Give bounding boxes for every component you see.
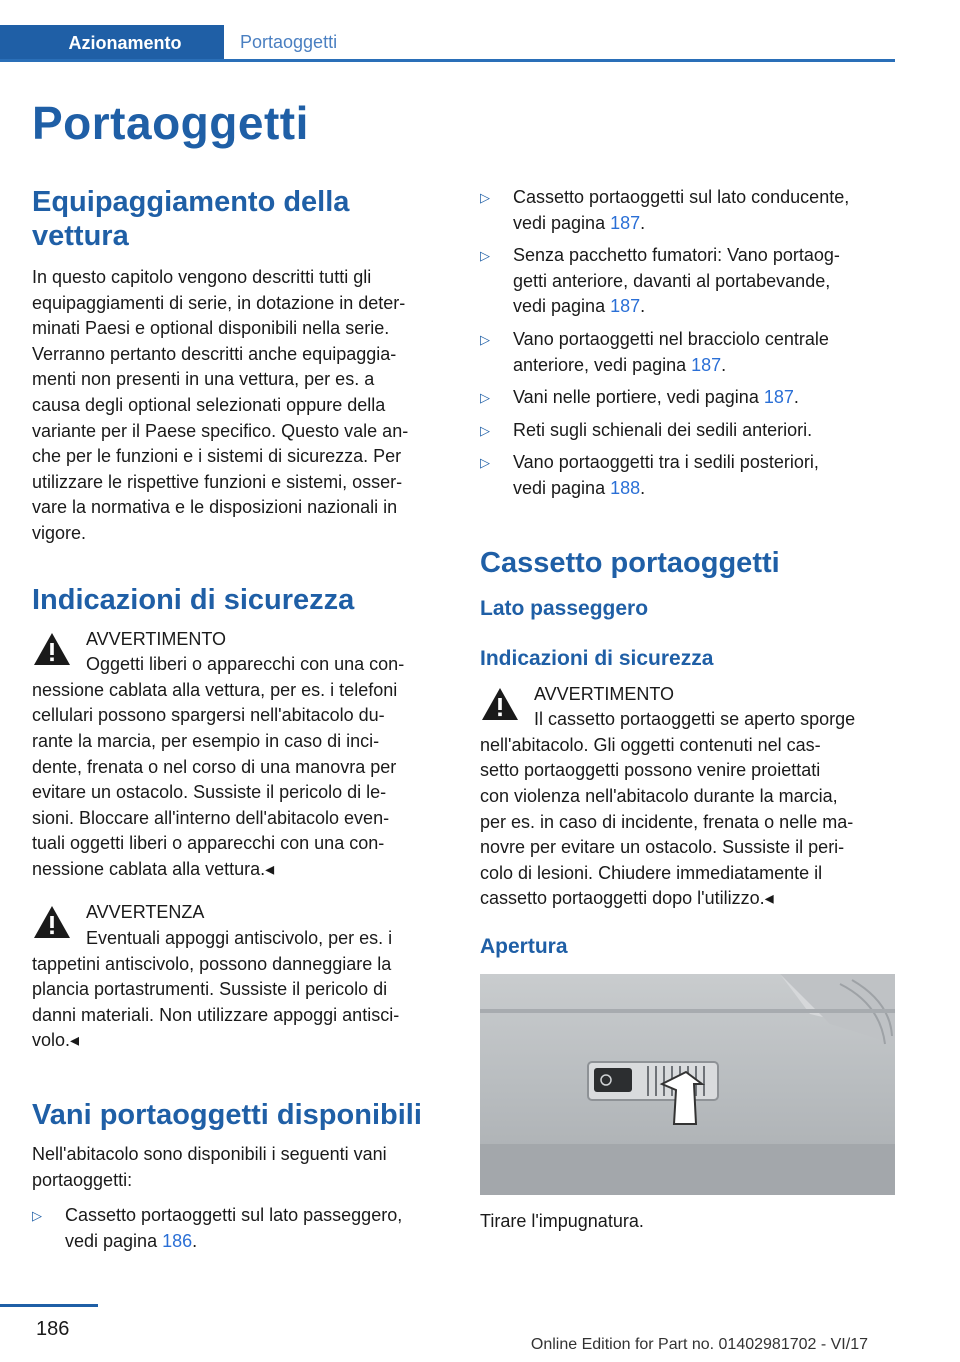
list-item: ▷ Cassetto portaoggetti sul lato passeggero, vedi pagina 186.: [32, 1205, 403, 1251]
text-line: In questo capitolo vengono descritti tutti gli: [32, 267, 372, 287]
text-line: nessione cablata alla vettura, per es. i telefoni: [32, 679, 398, 700]
text-line: variante per il Paese specifico. Questo vale an‐: [32, 420, 409, 441]
text-line: minati Paesi e optional disponibili nella serie.: [32, 318, 390, 339]
text-line: cellulari possono spargersi nell'abitacolo du‐: [32, 705, 385, 726]
notice-title: AVVERTENZA: [86, 902, 205, 923]
page-number: 186: [36, 1318, 70, 1340]
warning-first-line: Il cassetto portaoggetti se aperto sporge: [534, 709, 856, 730]
text-line: nessione cablata alla vettura.◂: [32, 858, 275, 879]
warning-icon: [480, 686, 520, 722]
text-line: menti non presenti in una vettura, per es. a: [32, 369, 375, 390]
chapter-title: Portaoggetti: [32, 97, 309, 149]
glovebox-illustration: [480, 974, 895, 1195]
bullet-arrow-icon: ▷: [480, 248, 490, 264]
page-link[interactable]: 187: [610, 212, 641, 233]
text-line: portaoggetti:: [32, 1169, 133, 1190]
list-item: ▷ Vano portaoggetti nel bracciolo centrale anteriore, vedi pagina 187.: [480, 328, 829, 375]
text-line: rante la marcia, per esempio in caso di inci‐: [32, 730, 380, 751]
text-line: sioni. Bloccare all'interno dell'abitacolo even‐: [32, 807, 390, 828]
storage-list-continued: [480, 185, 895, 502]
heading-sicurezza-sub: Indicazioni di sicurezza: [480, 646, 714, 670]
heading-cassetto: Cassetto portaoggetti: [480, 546, 780, 579]
text-line: causa degli optional selezionati oppure della: [32, 394, 386, 415]
list-item: ▷ Reti sugli schienali dei sedili anteriori.: [480, 418, 895, 444]
list-item: ▷ Vani nelle portiere, vedi pagina 187.: [480, 385, 895, 411]
text-line: plancia portastrumenti. Sussiste il pericolo di: [32, 979, 388, 1000]
text-line: Nell'abitacolo sono disponibili i seguenti vani: [32, 1144, 387, 1165]
figure-caption: Tirare l'impugnatura.: [480, 1210, 644, 1231]
bullet-arrow-icon: ▷: [480, 331, 490, 347]
heading-equipaggiamento: Equipaggiamento della vettura: [32, 186, 350, 252]
storage-list: [32, 1203, 447, 1254]
bullet-arrow-icon: ▷: [32, 1208, 42, 1224]
notice-block: [32, 900, 447, 1054]
bullet-arrow-icon: ▷: [480, 190, 490, 205]
text-line: colo di lesioni. Chiudere immediatamente il: [480, 862, 823, 883]
text-line: setto portaoggetti possono venire proiettati: [480, 760, 821, 781]
warning-block: [480, 682, 895, 912]
text-line: nell'abitacolo. Gli oggetti contenuti nel cas‐: [480, 734, 821, 755]
warning-first-line: Oggetti liberi o apparecchi con una con‐: [86, 654, 405, 675]
right-column: [480, 185, 895, 1234]
page-link[interactable]: 187: [763, 387, 794, 408]
text-line: dente, frenata o nel corso di una manovra per: [32, 756, 397, 777]
text-line: tuali oggetti liberi o apparecchi con una con‐: [32, 833, 385, 854]
left-column: [32, 185, 447, 1254]
page-link[interactable]: 188: [610, 477, 641, 498]
text-line: vare la normativa e le disposizioni nazionali in: [32, 497, 398, 518]
text-line: danni materiali. Non utilizzare appoggi antisci‐: [32, 1004, 400, 1025]
list-item: ▷ Vano portaoggetti tra i sedili posteriori, vedi pagina 188.: [480, 452, 819, 498]
edition-note: Online Edition for Part no. 01402981702 - VI/17: [530, 1336, 868, 1353]
text-line: cassetto portaoggetti dopo l'utilizzo.◂: [480, 888, 774, 909]
text-line: con violenza nell'abitacolo durante la marcia,: [480, 785, 838, 806]
heading-vani: Vani portaoggetti disponibili: [32, 1099, 422, 1132]
glovebox-image: [480, 974, 895, 1195]
text-line: volo.◂: [32, 1030, 80, 1051]
heading-apertura: Apertura: [480, 934, 568, 958]
list-item: ▷ Senza pacchetto fumatori: Vano portaog‐ getti anteriore, davanti al portabevande, vedi pagina 187.: [480, 245, 840, 317]
heading-lato-passeggero: Lato passeggero: [480, 596, 649, 620]
page-link[interactable]: 187: [610, 296, 641, 317]
bullet-arrow-icon: ▷: [480, 390, 490, 406]
warning-title: AVVERTIMENTO: [534, 683, 675, 704]
warning-icon: [32, 631, 72, 667]
text-line: equipaggiamenti di serie, in dotazione in deter‐: [32, 292, 406, 313]
paragraph-equipaggiamento: [32, 265, 447, 547]
text-line: utilizzare le rispettive funzioni e sistemi, osser‐: [32, 471, 403, 492]
list-item: ▷ Cassetto portaoggetti sul lato conducente, vedi pagina 187.: [480, 187, 850, 233]
bullet-arrow-icon: ▷: [480, 422, 490, 438]
header-tabbar: [0, 25, 895, 62]
text-line: vigore.: [32, 522, 87, 543]
text-line: tappetini antiscivolo, possono danneggiare la: [32, 953, 392, 974]
page-link[interactable]: 187: [691, 354, 722, 375]
heading-sicurezza: Indicazioni di sicurezza: [32, 583, 355, 616]
bullet-arrow-icon: ▷: [480, 455, 490, 471]
notice-first-line: Eventuali appoggi antiscivolo, per es. i: [86, 928, 393, 949]
warning-title: AVVERTIMENTO: [86, 628, 227, 649]
page-link[interactable]: 186: [162, 1230, 193, 1251]
text-line: per es. in caso di incidente, frenata o nelle ma‐: [480, 811, 854, 832]
tab-azionamento[interactable]: Azionamento: [0, 25, 224, 62]
warning-icon: [32, 904, 72, 940]
text-line: evitare un ostacolo. Sussiste il pericolo di le‐: [32, 782, 387, 803]
text-line: Verranno pertanto descritti anche equipaggia‐: [32, 343, 397, 364]
footer-rule: [0, 1304, 98, 1307]
tab-portaoggetti[interactable]: Portaoggetti: [240, 31, 338, 52]
text-line: che per le funzioni e i sistemi di sicurezza. Per: [32, 446, 402, 467]
warning-block: [32, 627, 447, 883]
text-line: novre per evitare un ostacolo. Sussiste il peri‐: [480, 837, 845, 858]
header-rule: [0, 59, 895, 62]
